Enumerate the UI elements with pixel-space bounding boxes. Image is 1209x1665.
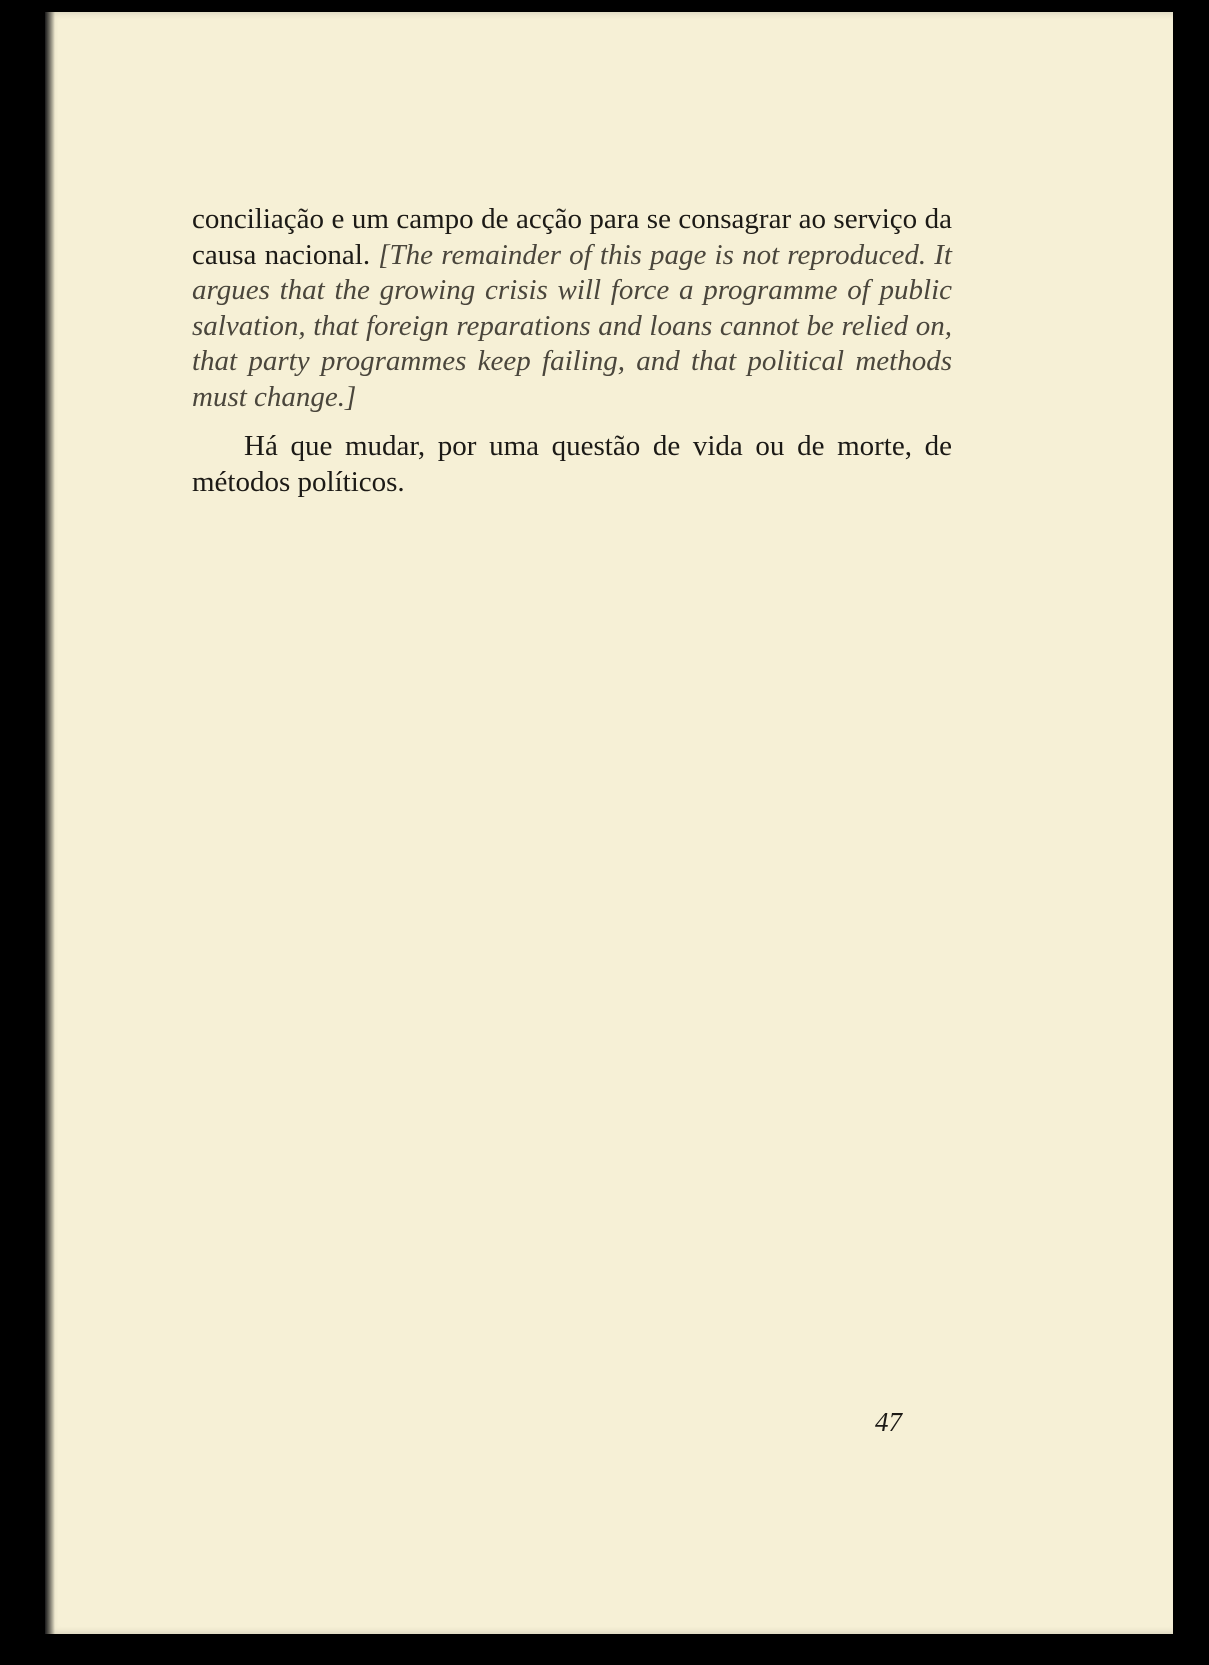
opening-phrase: conciliação e um campo de acção para se consagrar ao serviço da causa nacional. xyxy=(192,203,952,271)
paragraph-1 xyxy=(192,202,952,415)
page-gutter-shadow xyxy=(45,12,55,1634)
book-page xyxy=(45,12,1173,1634)
body-text xyxy=(192,202,952,514)
paragraph-summary: [The remainder of this page is not reproduced. It argues that the growing crisis will force a programme of public salvation, that foreign reparations and loans cannot be relied on, that party programmes keep failing, and that political methods must change.] xyxy=(192,238,952,413)
paragraph-2: Há que mudar, por uma questão de vida ou de morte, de métodos políticos. xyxy=(192,430,952,498)
page-number: 47 xyxy=(875,1407,902,1437)
